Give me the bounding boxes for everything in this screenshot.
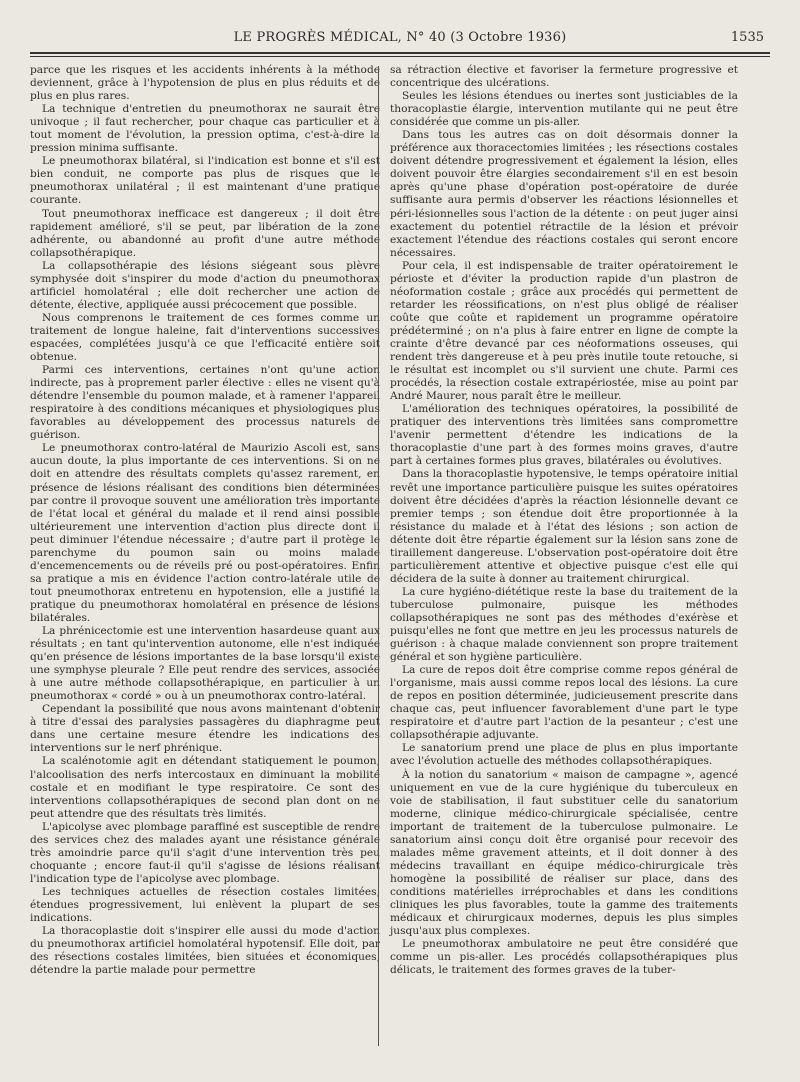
header-rule xyxy=(30,52,770,54)
paragraph: La collapsothérapie des lésions siégeant sous plèvre symphysée doit s'inspirer du mode d'action du pneumothorax artificiel homolatéral ; elle doit rechercher une action de détente, élective, appliquée aussi précocement que possible. xyxy=(30,259,380,311)
paragraph: La thoracoplastie doit s'inspirer elle aussi du mode d'action du pneumothorax artificiel homolatéral hypotensif. Elle doit, par des résections costales limitées, bien situées et économiques, détendre la partie malade pour permettre xyxy=(30,925,380,977)
paragraph: La cure de repos doit être comprise comme repos général de l'organisme, mais aussi comme repos local des lésions. La cure de repos en position déterminée, judicieusement prescrite dans chaque cas, peut influencer favorablement d'une part le type respiratoire et d'autre part l'action de la pesanteur ; c'est une collapsothérapie adjuvante. xyxy=(390,664,738,742)
paragraph: La phrénicectomie est une intervention hasardeuse quant aux résultats ; en tant qu'intervention autonome, elle n'est indiquée qu'en présence de lésions importantes de la base lorsqu'il existe une symphyse pleurale ? Elle peut rendre des services, associée à une autre méthode collapsothérapique, en particulier à un pneumothorax « cordé » ou à un pneumothorax contro-latéral. xyxy=(30,625,380,703)
paragraph: Parmi ces interventions, certaines n'ont qu'une action indirecte, pas à proprement parler élective : elles ne visent qu'à détendre l'ensemble du poumon malade, et à ramener l'appareil respiratoire à des conditions mécaniques et physiologiques plus favorables au développement des processus naturels de guérison. xyxy=(30,364,380,442)
paragraph: Seules les lésions étendues ou inertes sont justiciables de la thoracoplastie élargie, intervention mutilante qui ne peut être considérée que comme un pis-aller. xyxy=(390,90,738,129)
paragraph: Tout pneumothorax inefficace est dangereux ; il doit être rapidement amélioré, s'il se peut, par libération de la zone adhérente, ou abandonné au profit d'une autre méthode collapsothérapique. xyxy=(30,207,380,259)
paragraph: Les techniques actuelles de résection costales limitées, étendues progressivement, lui enlèvent la plupart de ses indications. xyxy=(30,885,380,925)
header-rule-thin xyxy=(30,56,770,57)
page-header xyxy=(30,30,770,52)
column-divider xyxy=(378,66,379,1046)
paragraph: La scalénotomie agit en détendant statiquement le poumon, l'alcoolisation des nerfs intercostaux en diminuant la mobilité costale et en modifiant le type respiratoire. Ce sont des interventions collapsothérapiques de second plan dont on ne peut attendre que des résultats très limités. xyxy=(30,755,380,820)
paragraph: L'apicolyse avec plombage paraffiné est susceptible de rendre des services chez des malades ayant une résistance générale très amoindrie parce qu'il s'agit d'une intervention très peu choquante ; encore faut-il qu'il s'agisse de lésions réalisant l'indication type de l'apicolyse avec plombage. xyxy=(30,820,380,885)
right-column xyxy=(390,64,738,977)
paragraph: parce que les risques et les accidents inhérents à la méthode deviennent, grâce à l'hypotension de plus en plus réduits et de plus en plus rares. xyxy=(30,64,380,103)
paragraph: Nous comprenons le traitement de ces formes comme un traitement de longue haleine, fait d'interventions successives espacées, complétées jusqu'à ce que l'efficacité entière soit obtenue. xyxy=(30,311,380,364)
left-column xyxy=(30,64,380,977)
paragraph: Le pneumothorax contro-latéral de Maurizio Ascoli est, sans aucun doute, la plus importante de ces interventions. Si on ne doit en attendre des résultats complets qu'assez rarement, en présence de lésions réalisant des conditions bien déterminées par contre il provoque souvent une amélioration très importante de l'état local et général du malade et il rend ainsi possible ultérieurement une intervention d'action plus directe dont il peut diminuer l'étendue nécessaire ; d'autre part il protège le parenchyme du poumon sain ou moins malade d'encemencements ou de réveils pré ou post-opératoires. Enfin sa pratique a mis en évidence l'action contro-latérale utile de tout pneumothorax entretenu en hypotension, elle a justifié la pratique du pneumothorax homolatéral en présence de lésions bilatérales. xyxy=(30,442,380,624)
paragraph: La cure hygiéno-diététique reste la base du traitement de la tuberculose pulmonaire, puisque les méthodes collapsothérapiques ne sont pas des méthodes d'exérèse et puisqu'elles ne font que mettre en jeu les processus naturels de guérison : à chaque malade conviennent son propre traitement général et son hygiène particulière. xyxy=(390,585,738,664)
paragraph: La technique d'entretien du pneumothorax ne saurait être univoque ; il faut rechercher, pour chaque cas particulier et à tout moment de l'évolution, la pression optima, c'est-à-dire la pression minima suffisante. xyxy=(30,103,380,155)
paragraph: Le pneumothorax ambulatoire ne peut être considéré que comme un pis-aller. Les procédés collapsothérapiques plus délicats, le traitement des formes graves de la tuber- xyxy=(390,938,738,977)
paragraph: Dans tous les autres cas on doit désormais donner la préférence aux thoracectomies limitées ; les résections costales doivent détendre progressivement et également la lésion, elles doivent pouvoir être élargies secondairement s'il en est besoin après qu'une phase d'opération post-opératoire de durée suffisante aura permis d'observer les réactions lésionnelles et péri-lésionnelles sous l'action de la détente : on peut juger ainsi exactement du potentiel rétractile de la lésion et prévoir exactement l'étendue des réactions costales qui seront encore nécessaires. xyxy=(390,129,738,259)
running-title: LE PROGRÈS MÉDICAL, N° 40 (3 Octobre 1936) xyxy=(233,30,567,45)
paragraph: À la notion du sanatorium « maison de campagne », agencé uniquement en vue de la cure hygiénique du tuberculeux en voie de stabilisation, il faut substituer celle du sanatorium moderne, clinique médico-chirurgicale spécialisée, centre important de traitement de la tuberculose pulmonaire. Le sanatorium ainsi conçu doit être organisé pour recevoir des malades même gravement atteints, et il doit donner à des médecins travaillant en équipe médico-chirurgicale très homogène la possibilité de réaliser sur place, dans des conditions matérielles irréprochables et dans les conditions cliniques les plus favorables, toute la gamme des traitements médicaux et chirurgicaux modernes, depuis les plus simples jusqu'aux plus complexes. xyxy=(390,768,738,938)
paragraph: Pour cela, il est indispensable de traiter opératoirement le périoste et d'éviter la production rapide d'un plastron de néoformation costale ; grâce aux procédés qui permettent de retarder les réossifications, on n'est plus obligé de réaliser coûte que coûte et rapidement un programme opératoire prédéterminé ; on n'a plus à faire entrer en ligne de compte la crainte d'être devancé par ces néoformations osseuses, qui rendent très dangereuse et à peu près inutile toute retouche, si le résultat est incomplet ou s'il survient une chute. Parmi ces procédés, la résection costale extrapériostée, mise au point par André Maurer, nous paraît être le meilleur. xyxy=(390,259,738,403)
paragraph: L'amélioration des techniques opératoires, la possibilité de pratiquer des interventions très limitées sans compromettre l'avenir permettent d'étendre les indications de la thoracoplastie d'une part à des formes moins graves, d'autre part à certaines formes plus graves, bilatérales ou évolutives. xyxy=(390,403,738,468)
paragraph: sa rétraction élective et favoriser la fermeture progressive et concentrique des ulcérations. xyxy=(390,64,738,90)
paragraph: Le pneumothorax bilatéral, si l'indication est bonne et s'il est bien conduit, ne comporte pas plus de risques que le pneumothorax unilatéral ; il est maintenant d'une pratique courante. xyxy=(30,155,380,207)
paragraph: Cependant la possibilité que nous avons maintenant d'obtenir à titre d'essai des paralysies passagères du diaphragme peut dans une certaine mesure étendre les indications des interventions sur le nerf phrénique. xyxy=(30,703,380,755)
paragraph: Dans la thoracoplastie hypotensive, le temps opératoire initial revêt une importance particulière puisque les suites opératoires doivent être décidées d'après la réaction lésionnelle devant ce premier temps ; son étendue doit être proportionnée à la résistance du malade et à l'état des lésions ; son action de détente doit être répartie également sur la lésion sans zone de tiraillement dangereuse. L'observation post-opératoire doit être particulièrement attentive et objective puisque c'est elle qui décidera de la suite à donner au traitement chirurgical. xyxy=(390,468,738,585)
page-number: 1535 xyxy=(730,30,764,45)
paragraph: Le sanatorium prend une place de plus en plus importante avec l'évolution actuelle des méthodes collapsothérapiques. xyxy=(390,742,738,768)
